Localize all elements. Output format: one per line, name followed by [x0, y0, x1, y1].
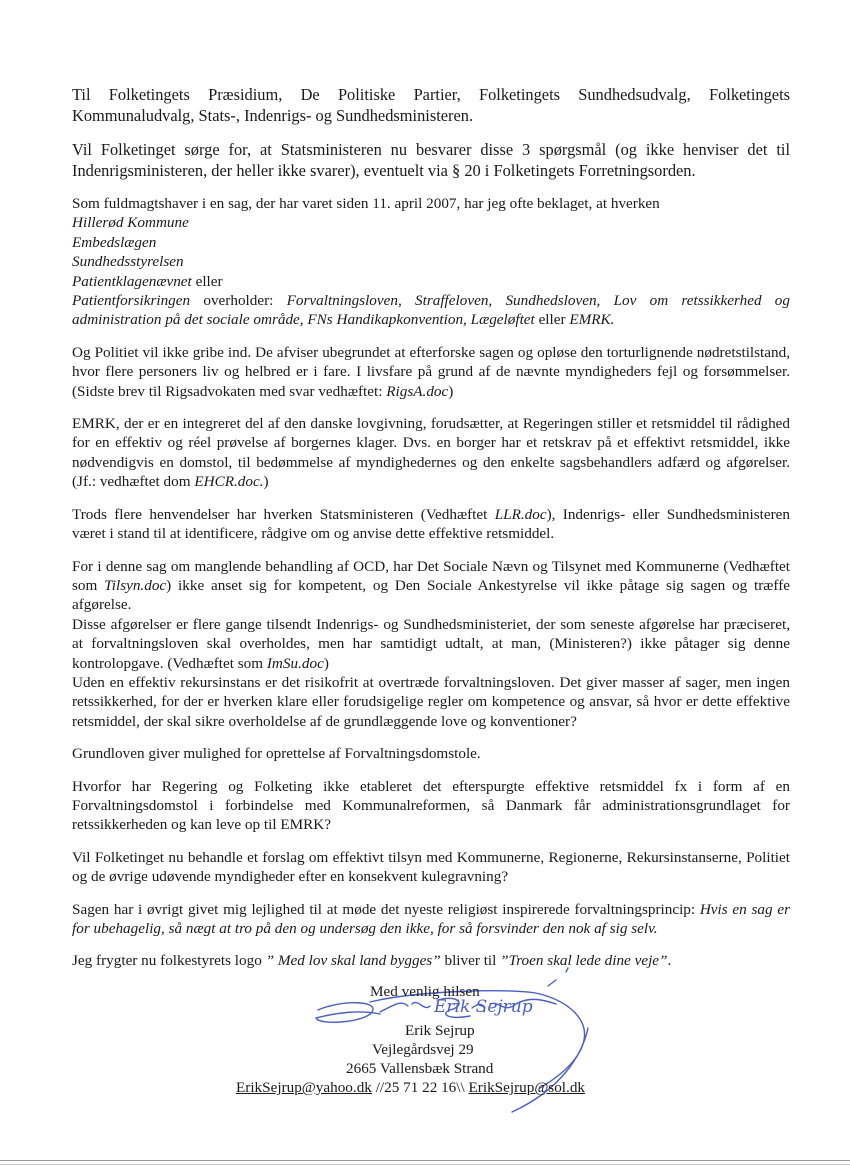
authority-item: Hillerød Kommune [72, 214, 189, 232]
email-link-sol[interactable]: ErikSejrup@sol.dk [468, 1079, 586, 1096]
authority-item: Patientklagenævnet eller [72, 272, 223, 290]
contact-line [236, 1078, 585, 1097]
police-paragraph: Og Politiet vil ikke gribe ind. De afviser ubegrundet at efterforske sagen og opløse den torturlignende nødretstilstand, hvor flere personers liv og helbred er i fare. I livsfare på grund af de nævnte myndigheders fejl og forsømmelser. (Sidste brev til Rigsadvokaten med svar vedhæftet: RigsA.doc) [72, 343, 790, 400]
closing-paragraph: Jeg frygter nu folkestyrets logo ” Med lov skal land bygges” bliver til ”Troen skal lede dine veje”. [72, 952, 672, 970]
phone-number: //25 71 22 16\\ [371, 1079, 469, 1096]
greeting: Med venlig hilsen [370, 983, 480, 1000]
question-paragraph: Hvorfor har Regering og Folketing ikke etableret det efterspurgte effektive retsmiddel fx i form af en Forvaltningsdomstol i forbindelse med Kommunalreformen, så Danmark får administrationsgrundlaget for retssikkerheden og kan leve op til EMRK? [72, 777, 790, 834]
page-bottom-rule-shadow [0, 1164, 850, 1165]
sender-name: Erik Sejrup [405, 1022, 475, 1039]
sender-city: 2665 Vallensbæk Strand [346, 1060, 494, 1077]
ministers-paragraph: Trods flere henvendelser har hverken Statsministeren (Vedhæftet LLR.doc), Indenrigs- eller Sundhedsministeren været i stand til at identificere, rådgive om og anvise dette effektive retsmiddel. [72, 505, 790, 543]
email-link-yahoo[interactable]: ErikSejrup@yahoo.dk [236, 1079, 372, 1096]
recourse-paragraph: Uden en effektiv rekursinstans er det risikofrit at overtræde forvaltningsloven. Det giver masser af sager, men ingen retssikkerhed, for der er hverken klare eller forudsigelige regler om kompetence og ansvar, så hvor er dette effektive retsmiddel, der skal sikre overholdelse af de grundlæggende love og konventioner? [72, 673, 790, 730]
page-bottom-rule [0, 1160, 850, 1161]
authority-item: Sundhedsstyrelsen [72, 253, 184, 271]
request-paragraph: Vil Folketinget sørge for, at Statsministeren nu besvarer disse 3 spørgsmål (og ikke henviser det til Indenrigsministeren, der heller ikke svarer), eventuelt via § 20 i Folketingets Forretningsorden. [72, 140, 790, 180]
laws-paragraph: Patientforsikringen overholder: Forvaltningsloven, Straffeloven, Sundhedsloven, Lov om retssikkerhed og administration på det sociale område, FNs Handikapkonvention, Lægeløftet eller EMRK. [72, 292, 790, 329]
addressee-paragraph: Til Folketingets Præsidium, De Politiske Partier, Folketingets Sundhedsudvalg, Folketingets Kommunaludvalg, Stats-, Indenrigs- og Sundhedsministeren. [72, 85, 790, 125]
signature-script-text: Erik Sejrup [434, 997, 533, 1017]
authorities-intro: Som fuldmagtshaver i en sag, der har varet siden 11. april 2007, har jeg ofte beklaget, at hverken [72, 195, 660, 212]
ocd-paragraph: For i denne sag om manglende behandling af OCD, har Det Sociale Nævn og Tilsynet med Kommunerne (Vedhæftet som Tilsyn.doc) ikke anset sig for kompetent, og Den Sociale Ankestyrelse vil ikke påtage sig sagen og træffe afgørelse. [72, 557, 790, 614]
principle-paragraph: Sagen har i øvrigt givet mig lejlighed til at møde det nyeste religiøst inspirerede forvaltningsprincip: Hvis en sag er for ubehagelig, så nægt at tro på den og undersøg den ikke, for så forsvinder den nok af sig selv. [72, 900, 790, 937]
letter-body [72, 84, 790, 984]
authority-item: Embedslægen [72, 233, 157, 251]
proposal-paragraph: Vil Folketinget nu behandle et forslag om effektivt tilsyn med Kommunerne, Regionerne, Rekursinstanserne, Politiet og de øvrige udøvende myndigheder efter en konsekvent kulegravning? [72, 848, 790, 886]
sender-street: Vejlegårdsvej 29 [372, 1041, 474, 1058]
emrk-paragraph: EMRK, der er en integreret del af den danske lovgivning, forudsætter, at Regeringen stiller et retsmiddel til rådighed for en effektiv og réel prøvelse af borgernes klager. Dvs. en borger har et retskrav på et effektivt retsmiddel, ikke nødvendigvis en domstol, til bedømmelse af myndighedernes og den enkelte sagsbehandlers adfærd og afgørelser. (Jf.: vedhæftet dom EHCR.doc.) [72, 415, 790, 491]
constitution-paragraph: Grundloven giver mulighed for oprettelse af Forvaltningsdomstole. [72, 745, 481, 763]
decisions-paragraph: Disse afgørelser er flere gange tilsendt Indenrigs- og Sundhedsministeriet, der som seneste afgørelse har præciseret, at forvaltningsloven skal overholdes, men har samtidigt udtalt, at man, (Ministeren?) ikke påtager sig denne kontrolopgave. (Vedhæftet som ImSu.doc) [72, 615, 790, 672]
